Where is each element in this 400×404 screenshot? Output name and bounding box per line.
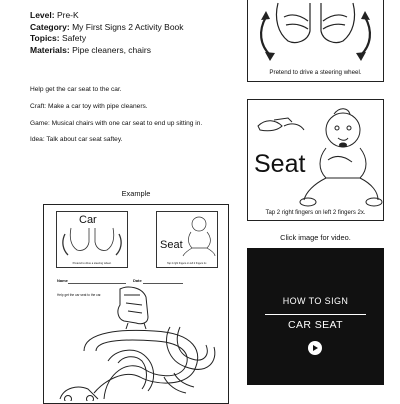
steering-hands-illustration bbox=[248, 0, 383, 67]
worksheet-date-label: Date bbox=[133, 278, 142, 283]
worksheet-name-label: Name bbox=[57, 278, 68, 283]
worksheet-instruction: Help get the car seat to the car. bbox=[57, 293, 102, 297]
materials-row: Materials: Pipe cleaners, chairs bbox=[30, 44, 151, 55]
mini-steering-illustration bbox=[57, 222, 127, 262]
instruction-line: Craft: Make a car toy with pipe cleaners. bbox=[30, 102, 148, 110]
mini-car-caption: Pretend to drive a steering wheel. bbox=[72, 262, 112, 265]
instruction-line: Game: Musical chairs with one car seat to end up sitting in. bbox=[30, 119, 203, 127]
example-worksheet bbox=[43, 204, 229, 404]
activity-instructions bbox=[30, 86, 202, 153]
example-label: Example bbox=[121, 189, 151, 198]
play-icon[interactable] bbox=[308, 341, 322, 355]
seat-sign-word: Seat bbox=[254, 150, 306, 178]
how-to-sign-video[interactable] bbox=[247, 248, 384, 385]
instruction-line: Help get the car seat to the car. bbox=[30, 86, 122, 93]
car-sign-caption: Pretend to drive a steering wheel. bbox=[269, 69, 362, 76]
mini-seat-caption: Tap 2 right fingers on left 2 fingers 2x. bbox=[167, 262, 207, 265]
video-hint: Click image for video. bbox=[280, 233, 351, 242]
mini-car-card bbox=[56, 211, 128, 268]
topics-row: Topics: Safety bbox=[30, 33, 87, 43]
video-title-line2: CAR SEAT bbox=[288, 319, 343, 331]
activity-meta bbox=[30, 10, 184, 56]
video-title-line1: HOW TO SIGN bbox=[282, 296, 349, 306]
car-sign-card[interactable] bbox=[247, 0, 384, 82]
maze-illustration bbox=[44, 281, 229, 401]
mini-seat-word: Seat bbox=[160, 239, 183, 251]
seat-sign-caption: Tap 2 right fingers on left 2 fingers 2x. bbox=[265, 210, 366, 216]
category-row: Category: My First Signs 2 Activity Book bbox=[30, 21, 184, 32]
level-row: Level: Pre-K bbox=[30, 10, 79, 20]
mini-car-word: Car bbox=[79, 214, 97, 226]
mini-seat-card bbox=[156, 211, 218, 268]
seat-sign-card[interactable] bbox=[247, 99, 384, 221]
video-divider bbox=[265, 314, 366, 315]
instruction-line: Idea: Talk about car seat saftey. bbox=[30, 136, 123, 144]
